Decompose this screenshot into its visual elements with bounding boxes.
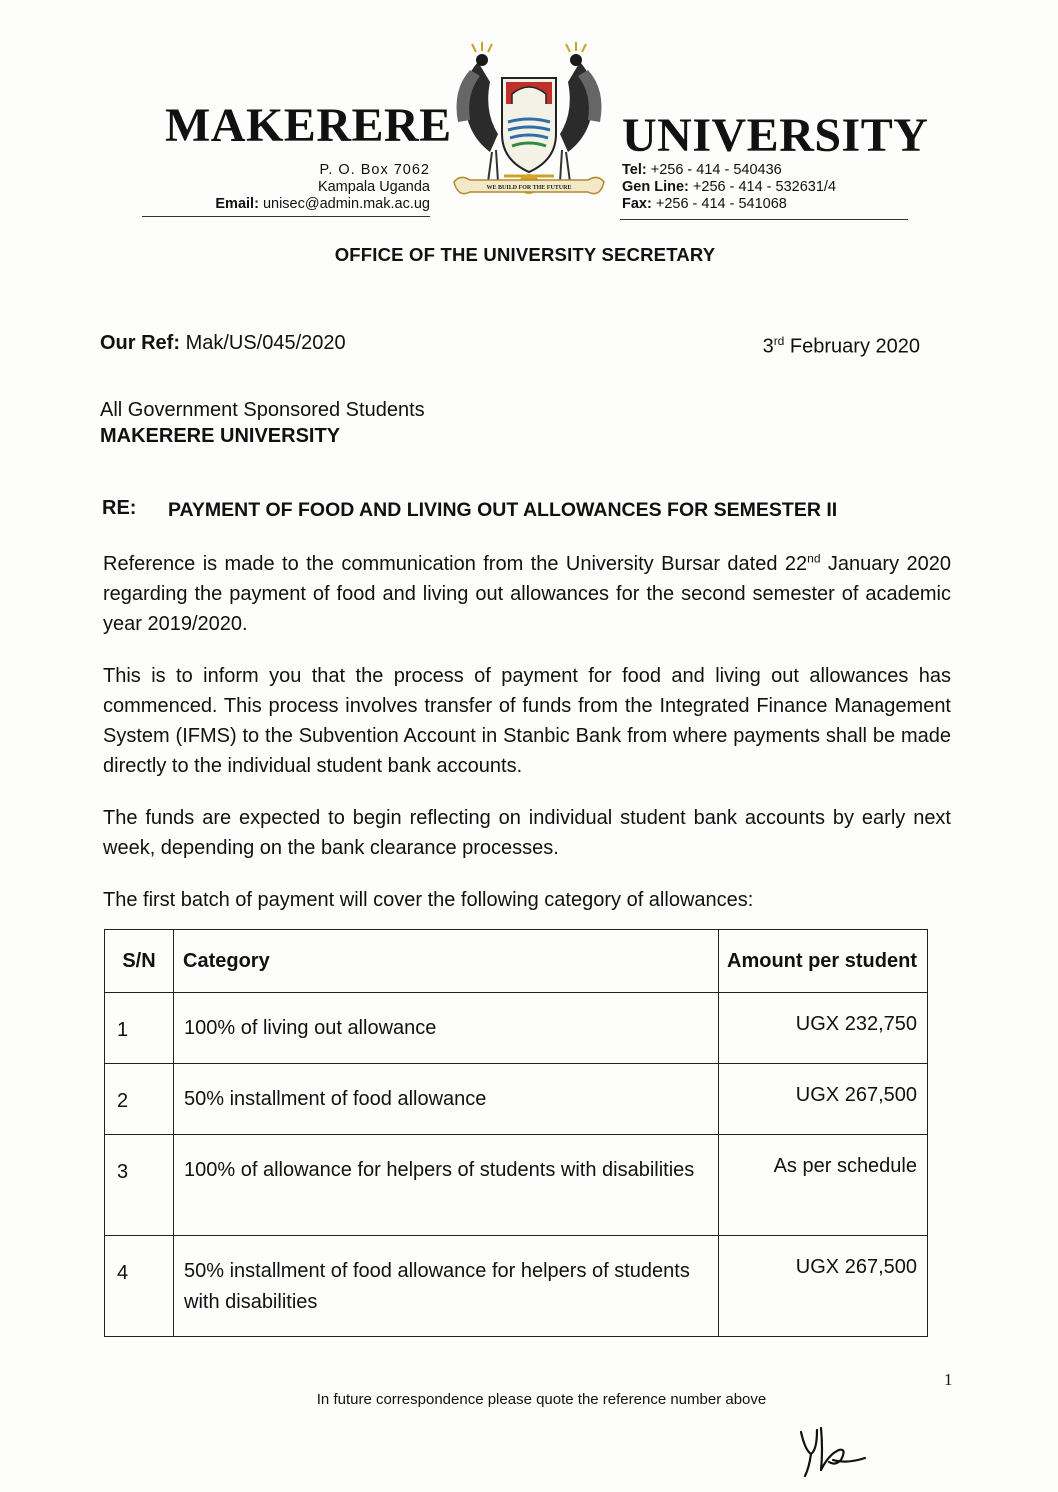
email-label: Email: (215, 196, 259, 212)
date-day: 3 (762, 335, 774, 358)
table-row (105, 993, 928, 1064)
allowances-table (104, 929, 928, 1337)
date-suffix: rd (773, 334, 785, 348)
row-amount: As per schedule (719, 1135, 928, 1236)
paragraph-1-text: Reference is made to the communication from the University Bursar dated 22 (103, 553, 808, 575)
address-line: Kampala Uganda (317, 179, 430, 195)
table-row (105, 1135, 928, 1236)
row-category: 50% installment of food allowance for helpers of students with disabilities (174, 1236, 719, 1337)
page-number: 1 (944, 1370, 953, 1389)
fax-label: Fax: (622, 196, 652, 212)
tel-label: Tel: (622, 162, 647, 178)
addressee-block (100, 397, 425, 449)
row-amount: UGX 267,500 (719, 1064, 928, 1135)
row-category: 50% installment of food allowance (174, 1064, 719, 1135)
fax-line (622, 196, 836, 213)
letter-date (763, 334, 920, 359)
paragraph-2: This is to inform you that the process of payment for food and living out allowances has commenced. This process involves transfer of funds from the Integrated Finance Management System (IFMS) to the Subvention Account in Stanbic Bank from where payments shall be made directly to the individual student bank accounts. (103, 665, 951, 777)
subject-label: RE: (102, 497, 137, 519)
paragraph-1-text-cont: January 2020 regarding the payment of food and living out allowances for the second semester of academic year 2019/2020. (103, 553, 951, 635)
addressee-line-2: MAKERERE UNIVERSITY (100, 425, 341, 447)
date-rest: February 2020 (789, 335, 920, 358)
fax-value: +256 - 414 - 541068 (655, 196, 787, 212)
university-name-right: UNIVERSITY (622, 109, 929, 162)
address-line: P. O. Box 7062 (319, 162, 430, 178)
gen-line (622, 179, 836, 196)
paragraph-1 (103, 549, 951, 639)
paragraph-1-sup: nd (807, 551, 821, 566)
header-sn: S/N (105, 930, 174, 993)
office-heading: OFFICE OF THE UNIVERSITY SECRETARY (334, 244, 716, 265)
row-category: 100% of allowance for helpers of students with disabilities (174, 1135, 719, 1236)
row-sn: 1 (105, 993, 174, 1064)
row-sn: 4 (105, 1236, 174, 1337)
subject-title: PAYMENT OF FOOD AND LIVING OUT ALLOWANCES FOR SEMESTER II (168, 499, 838, 521)
university-crest-logo (440, 42, 618, 212)
email-line (215, 196, 430, 213)
handwritten-initials-signature (795, 1420, 875, 1480)
table-row (105, 1236, 928, 1337)
row-sn: 2 (105, 1064, 174, 1135)
reference-line (100, 332, 346, 355)
reference-label: Our Ref: (100, 332, 180, 354)
gen-value: +256 - 414 - 532631/4 (692, 179, 837, 195)
paragraph-4: The first batch of payment will cover the following category of allowances: (103, 889, 754, 911)
row-amount: UGX 267,500 (719, 1236, 928, 1337)
footer-note: In future correspondence please quote the reference number above (316, 1391, 767, 1408)
reference-value: Mak/US/045/2020 (185, 332, 346, 354)
crest-motto-text: WE BUILD FOR THE FUTURE (486, 185, 572, 191)
paragraph-3: The funds are expected to begin reflecting on individual student bank accounts by early next week, depending on the bank clearance processes. (103, 807, 951, 859)
postal-address (215, 162, 430, 213)
row-amount: UGX 232,750 (719, 993, 928, 1064)
email-value: unisec@admin.mak.ac.ug (262, 196, 430, 212)
gen-label: Gen Line: (622, 179, 689, 195)
university-name-left: MAKERERE (165, 99, 452, 152)
tel-value: +256 - 414 - 540436 (650, 162, 782, 178)
letterhead-rule-left (142, 216, 430, 217)
row-category: 100% of living out allowance (174, 993, 719, 1064)
letterhead-rule-right (620, 219, 908, 220)
tel-line (622, 162, 836, 179)
header-amount: Amount per student (719, 930, 928, 993)
row-sn: 3 (105, 1135, 174, 1236)
header-category: Category (174, 930, 719, 993)
table-header-row (105, 930, 928, 993)
contact-numbers (622, 162, 836, 213)
addressee-line-1: All Government Sponsored Students (100, 399, 425, 421)
table-row (105, 1064, 928, 1135)
